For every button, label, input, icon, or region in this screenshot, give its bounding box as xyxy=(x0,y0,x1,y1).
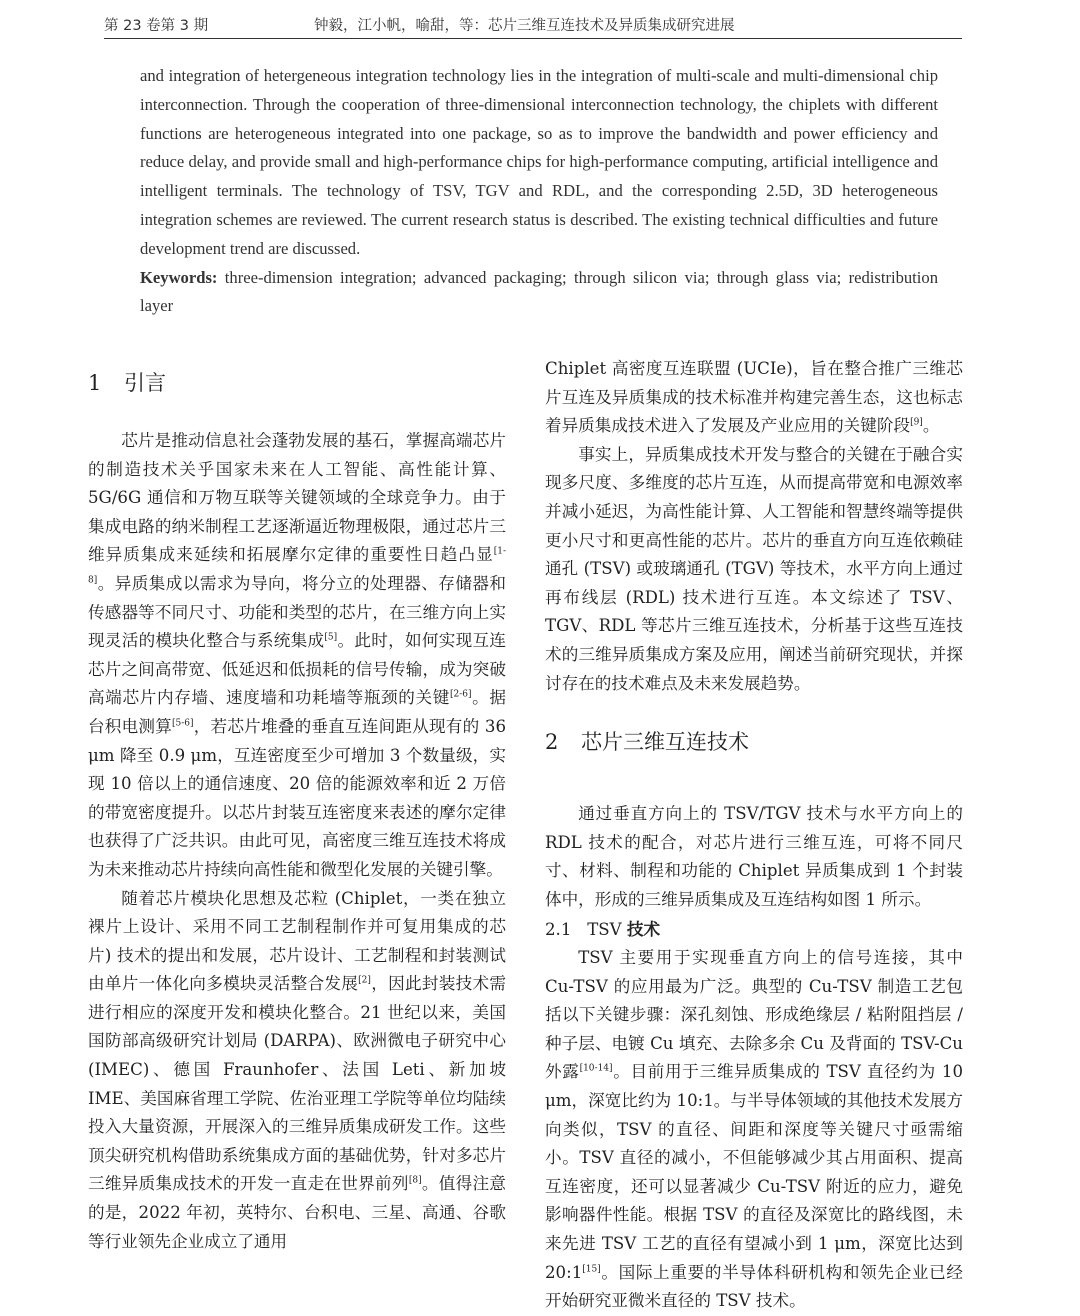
text-run: 。异质集成以需求为导向，将分立的处理器、存储器和传感器等不同尺寸、功能和类型的芯片，在三维方向上实现灵活的模块化整合与系统集成 xyxy=(88,573,506,651)
section-2-heading xyxy=(545,714,963,770)
keywords-line xyxy=(140,264,938,322)
intro-paragraph-1 xyxy=(88,427,506,885)
text-run: 随着芯片模块化思想及芯粒 (Chiplet，一类在独立裸片上设计、采用不同工艺制程制作并可复用集成的芯片) 技术的提出和发展，芯片设计、工艺制程和封装测试由单片一体化向多模块灵活整合发展 xyxy=(88,888,506,994)
running-header xyxy=(104,8,962,39)
abstract-text: and integration of hetergeneous integration technology lies in the integration of multi-scale and multi-dimensional chip interconnection. Through the cooperation of three-dimensional interconnection technology, the chiplets with different functions are heterogeneous integrated into one package, so as to improve the bandwidth and power efficiency and reduce delay, and provide small and high-performance chips for high-performance computing, artificial intelligence and intelligent terminals. The technology of TSV, TGV and RDL, and the corresponding 2.5D, 3D heterogeneous integration schemes are reviewed. The current research status is described. The existing technical difficulties and future development trend are discussed. xyxy=(140,66,938,258)
section-1-heading xyxy=(88,355,506,411)
intro-paragraph-3: 事实上，异质集成技术开发与整合的关键在于融合实现多尺度、多维度的芯片互连，从而提高带宽和电源效率并减小延迟，为高性能计算、人工智能和智慧终端等提供更小尺寸和更高性能的芯片。芯片的垂直方向互连依赖硅通孔 (TSV) 或玻璃通孔 (TGV) 等技术，水平方向上通过再布线层 (RDL) 技术进行互连。本文综述了 TSV、TGV、RDL 等芯片三维互连技术，分析基于这些互连技术的三维异质集成方案及应用，阐述当前研究现状，并探讨存在的技术难点及未来发展趋势。 xyxy=(545,444,963,693)
left-column xyxy=(88,355,506,1256)
abstract-block xyxy=(140,62,938,321)
journal-issue: 第 23 卷第 3 期 xyxy=(104,18,209,34)
citation: [15] xyxy=(582,1264,601,1275)
text-run: 。目前用于三维异质集成的 TSV 直径约为 10 μm，深宽比约为 10:1。与半导体领域的其他技术发展方向类似，TSV 的直径、间距和深度等关键尺寸亟需缩小。TSV 直径的减小，不但能够减少其占用面积、提高互连密度，还可以显著减少 Cu-TSV 附近的应力，避免影响器件性能。根据 TSV 的直径及深宽比的路线图，未来先进 TSV 工艺的直径有望减小到 1 μm，深宽比达到 20:1 xyxy=(545,1062,964,1282)
citation: [8] xyxy=(408,1175,422,1186)
subsection-title-a: TSV xyxy=(587,919,622,939)
section-2-title: 芯片三维互连技术 xyxy=(581,730,749,755)
section-2-paragraph-1: 通过垂直方向上的 TSV/TGV 技术与水平方向上的 RDL 技术的配合，对芯片进行三维互连，可将不同尺寸、材料、制程和功能的 Chiplet 异质集成到 1 个封装体中，形成的三维异质集成及互连结构如图 1 所示。 xyxy=(545,804,963,909)
running-title: 钟毅，江小帆，喻甜，等：芯片三维互连技术及异质集成研究进展 xyxy=(314,18,735,34)
text-run: 。此时，如何实现互连芯片之间高带宽、低延迟和低损耗的信号传输，成为突破高端芯片内存墙、速度墙和功耗墙等瓶颈的关键 xyxy=(88,631,507,708)
intro-paragraph-2 xyxy=(88,885,506,1257)
text-run: ，若芯片堆叠的垂直互连间距从现有的 36 μm 降至 0.9 μm，互连密度至少可增加 3 个数量级，实现 10 倍以上的通信速度、20 倍的能源效率和近 2 万倍的带宽密度提升。以芯片封装互连密度来表述的摩尔定律也获得了广泛共识。由此可见，高密度三维互连技术将成为未来推动芯片持续向高性能和微型化发展的关键引擎。 xyxy=(88,716,507,879)
citation: [9] xyxy=(910,417,923,428)
section-1-number: 1 xyxy=(88,371,102,395)
citation: [2-6] xyxy=(450,689,472,700)
citation: [1-8] xyxy=(88,546,506,586)
subsection-2-1-heading xyxy=(545,915,963,945)
text-run: ，因此封装技术需进行相应的深度开发和模块化整合。21 世纪以来，美国国防部高级研究计划局 (DARPA)、欧洲微电子研究中心 (IMEC)、德国 Fraunhofer、法国 Leti、新加坡 IME、美国麻省理工学院、佐治亚理工学院等单位均陆续投入大量资源，开展深入的三维异质集成研发工作。这些顶尖研究机构借助系统集成方面的基础优势，针对多芯片三维异质集成技术的开发一直走在世界前列 xyxy=(88,974,507,1194)
citation: [2] xyxy=(358,975,371,986)
section-2-number: 2 xyxy=(545,730,559,755)
text-run: 。值得注意的是，2022 年初，英特尔、台积电、三星、高通、谷歌等行业领先企业成立了通用 xyxy=(88,1174,507,1251)
subsection-title-b: 技术 xyxy=(626,918,661,939)
text-run: 。国际上重要的半导体科研机构和领先企业已经开始研究亚微米直径的 TSV 技术。 xyxy=(545,1262,963,1311)
right-column xyxy=(545,355,963,1316)
text-run: TSV 主要用于实现垂直方向上的信号连接，其中 Cu-TSV 的应用最为广泛。典型的 Cu-TSV 制造工艺包括以下关键步骤：深孔刻蚀、形成绝缘层 / 粘附阻挡层 / 种子层、电镀 Cu 填充、去除多余 Cu 及背面的 TSV-Cu 外露 xyxy=(545,948,963,1082)
text-run: 芯片是推动信息社会蓬勃发展的基石，掌握高端芯片的制造技术关乎国家未来在人工智能、高性能计算、5G/6G 通信和万物互联等关键领域的全球竞争力。由于集成电路的纳米制程工艺逐渐逼近物理极限，通过芯片三维异质集成来延续和拓展摩尔定律的重要性日趋凸显 xyxy=(88,431,506,565)
intro-paragraph-2-cont xyxy=(545,355,963,441)
text-run: 。据台积电测算 xyxy=(88,688,507,736)
text-run: 。 xyxy=(922,416,940,436)
citation: [5] xyxy=(324,632,338,643)
citation: [10-14] xyxy=(579,1063,613,1074)
keywords-text: three-dimension integration; advanced packaging; through silicon via; through glass via; redistribution layer xyxy=(140,267,938,316)
tsv-paragraph xyxy=(545,944,963,1316)
citation: [5-6] xyxy=(172,718,194,729)
text-run: Chiplet 高密度互连联盟 (UCIe)，旨在整合推广三维芯片互连及异质集成的技术标准并构建完善生态，这也标志着异质集成技术进入了发展及产业应用的关键阶段 xyxy=(545,359,963,436)
section-1-title: 引言 xyxy=(124,371,166,395)
keywords-label: Keywords: xyxy=(140,267,218,287)
subsection-number: 2.1 xyxy=(545,919,572,939)
